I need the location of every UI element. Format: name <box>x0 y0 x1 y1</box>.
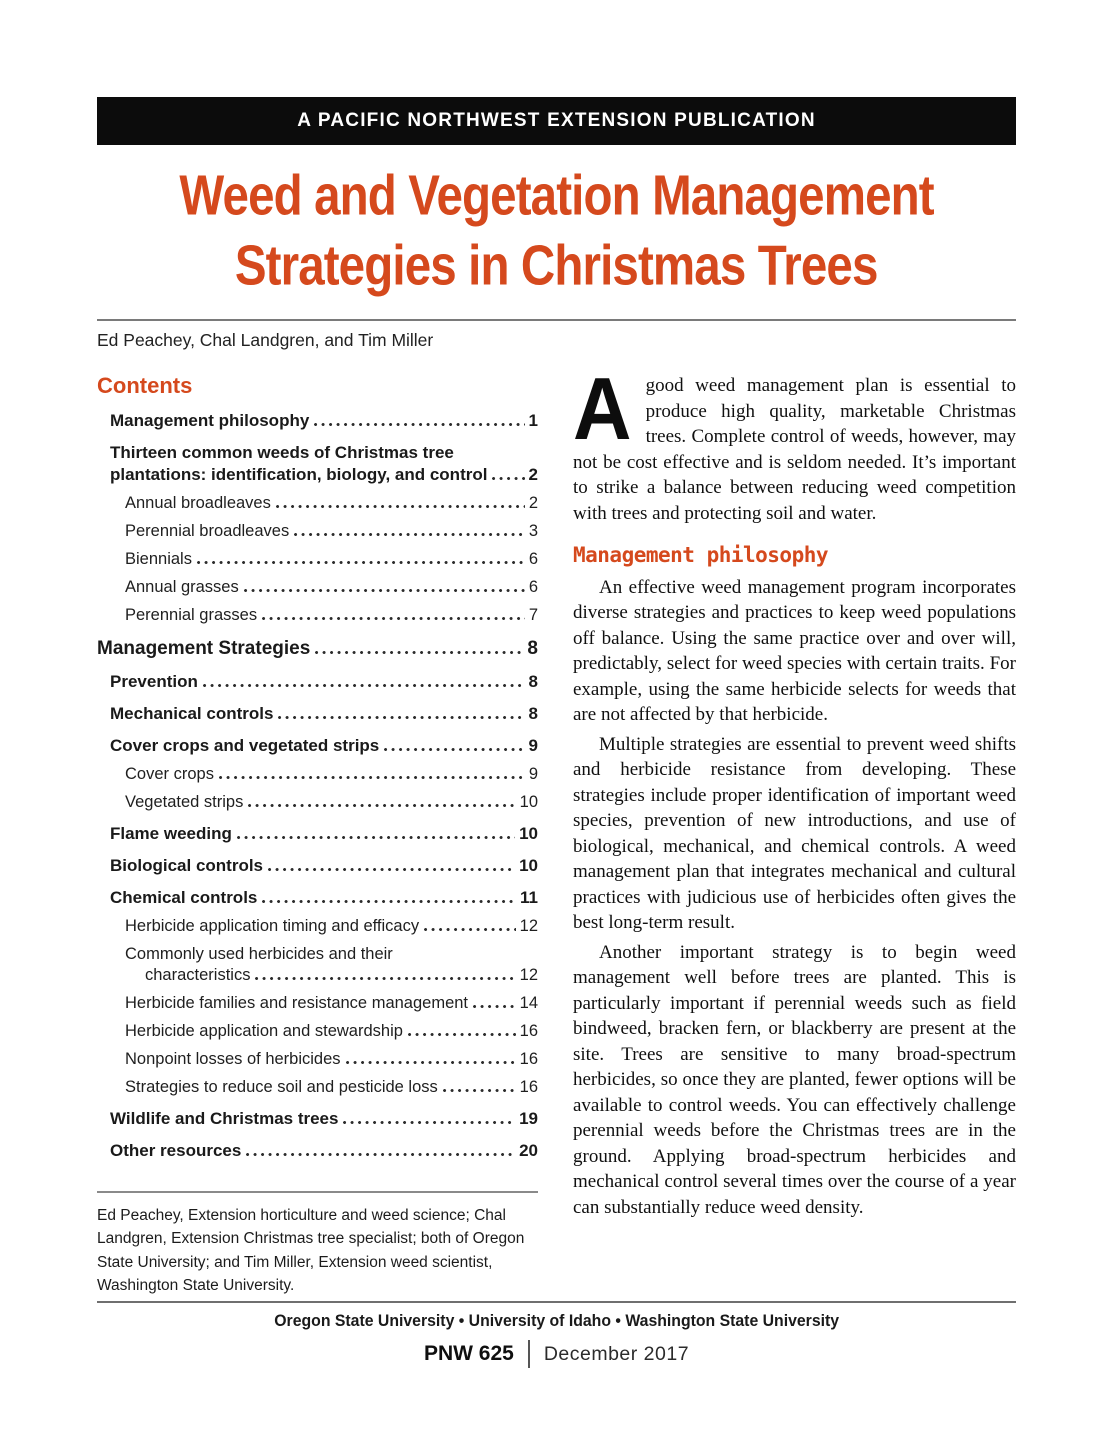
toc-entry <box>97 638 538 660</box>
dot-leader <box>315 649 523 654</box>
dot-leader <box>492 475 524 480</box>
toc-entry-label: Wildlife and Christmas trees <box>110 1109 339 1128</box>
toc-entry-label: Vegetated strips <box>125 793 244 811</box>
toc-entry <box>97 888 538 908</box>
toc-entry-page: 19 <box>519 1109 538 1128</box>
toc-entry-page: 11 <box>520 888 538 907</box>
toc-entry-page: 9 <box>528 765 538 783</box>
page-title-line-2: Strategies in Christmas Trees <box>235 234 878 298</box>
dot-leader <box>246 1151 515 1156</box>
toc-entry <box>97 1141 538 1161</box>
toc-entry-label: Herbicide families and resistance management <box>125 994 469 1012</box>
intro-text: good weed management plan is essential to produce high quality, marketable Christmas trees. Complete control of weeds, however, may not be cost effective and is seldom needed. It’s important to strike a balance between reducing weed competition with trees and protecting soil and water. <box>573 375 1016 524</box>
dot-leader <box>278 714 524 719</box>
publication-date: December 2017 <box>543 1342 690 1365</box>
body-paragraph: Another important strategy is to begin weed management well before trees are planted. This is particularly important if perennial weeds such as field bindweed, bracken fern, or blackberry are present at the site. Trees are sensitive to many broad-spectrum herbicides, so once they are planted, fewer options will be available to control weeds. You can effectively challenge perennial weeds before the Christmas trees are in the ground. Applying broad-spectrum herbicides and mechanical control several times over the course of a year can substantially reduce weed density. <box>573 941 1016 1218</box>
toc-entry <box>97 494 538 513</box>
toc-entry <box>97 824 538 844</box>
toc-entry <box>97 1109 538 1129</box>
body-paragraph: Multiple strategies are essential to prevent weed shifts and herbicide resistance from developing. These strategies include proper identification of important weed species, prevention of new introductions, and use of biological, mechanical, and chemical controls. A weed management plan that integrates mechanical and cultural practices with judicious use of herbicides often gives the best long-term result. <box>573 733 1016 933</box>
toc-entry-page: 10 <box>519 824 538 843</box>
footer-divider <box>97 1301 1016 1303</box>
toc-entry-label: Cover crops and vegetated strips <box>110 736 380 755</box>
dot-leader <box>473 1003 516 1008</box>
dot-leader <box>255 975 515 980</box>
dot-leader <box>262 615 525 620</box>
contents-column <box>97 373 538 1297</box>
toc-entry-label: Biennials <box>125 550 192 568</box>
toc-entry-label: Perennial grasses <box>125 606 258 624</box>
toc-entry <box>97 443 538 485</box>
dot-leader <box>343 1119 515 1124</box>
toc-entry-label: Management philosophy <box>110 411 310 430</box>
toc-entry-page: 8 <box>528 704 538 723</box>
author-bio: Ed Peachey, Extension horticulture and weed science; Chal Landgren, Extension Christmas tree specialist; both of Oregon State University; and Tim Miller, Extension weed scientist, Washington State University. <box>97 1207 525 1294</box>
body-paragraph: An effective weed management program incorporates diverse strategies and practices to keep weed populations off balance. Using the same practice over and over will, predictably, select for weed species with certain traits. For example, using the same herbicide selects for weeds that are not affected by that herbicide. <box>573 576 1016 725</box>
toc-entry-label: Management Strategies <box>97 638 311 659</box>
dot-leader <box>197 559 525 564</box>
dot-leader <box>443 1087 516 1092</box>
toc-entry-label-2: characteristics <box>145 966 251 984</box>
dot-leader <box>276 503 525 508</box>
page-footer <box>97 1301 1016 1368</box>
toc-entry <box>97 522 538 541</box>
bio-divider <box>97 1191 538 1193</box>
toc-entry <box>97 736 538 756</box>
dot-leader <box>314 421 524 426</box>
toc-entry <box>97 411 538 431</box>
toc-entry-label: Strategies to reduce soil and pesticide loss <box>125 1078 438 1096</box>
footer-publication-line <box>97 1340 1016 1368</box>
dot-leader <box>248 802 515 807</box>
page-title-line-1: Weed and Vegetation Management <box>179 164 934 228</box>
footer-universities <box>97 1311 1016 1331</box>
toc-entry-label: Thirteen common weeds of Christmas tree <box>110 443 454 462</box>
intro-paragraph <box>573 359 1016 526</box>
authors-line: Ed Peachey, Chal Landgren, and Tim Miller <box>97 330 434 350</box>
toc-entry <box>97 1022 538 1041</box>
dot-leader <box>262 898 516 903</box>
content-columns <box>97 359 1016 1297</box>
toc-entry-page: 6 <box>528 578 538 596</box>
toc-entry-page: 14 <box>519 994 538 1012</box>
dot-leader <box>237 834 515 839</box>
toc-entry <box>97 1050 538 1069</box>
dot-leader <box>424 926 516 931</box>
toc-entry <box>97 1078 538 1097</box>
drop-cap: A <box>573 359 632 458</box>
toc-entry-label: Annual broadleaves <box>125 494 271 512</box>
section-heading: Management philosophy <box>573 543 829 567</box>
toc-entry-label-2: plantations: identification, biology, and control <box>110 465 488 484</box>
toc-entry <box>97 672 538 692</box>
publication-number: PNW 625 <box>423 1342 514 1365</box>
toc-entry <box>97 856 538 876</box>
footer-universities-text: Oregon State University • University of Idaho • Washington State University <box>274 1311 839 1330</box>
toc-entry <box>97 945 538 985</box>
toc-entry <box>97 917 538 936</box>
toc-entry-label: Cover crops <box>125 765 214 783</box>
page-title <box>97 161 1016 301</box>
banner-text: A PACIFIC NORTHWEST EXTENSION PUBLICATION <box>297 110 816 131</box>
dot-leader <box>384 746 524 751</box>
article-column <box>573 359 1016 1297</box>
toc-entry-page: 12 <box>519 917 538 935</box>
toc-entry <box>97 793 538 812</box>
dot-leader <box>203 682 525 687</box>
toc-entry-page: 3 <box>528 522 538 540</box>
toc-entry <box>97 550 538 569</box>
toc-entry-label: Nonpoint losses of herbicides <box>125 1050 341 1068</box>
toc-entry-page: 2 <box>528 465 538 484</box>
toc-entry-label: Commonly used herbicides and their <box>125 945 393 963</box>
toc-entry <box>97 578 538 597</box>
toc-entry-page: 7 <box>528 606 538 624</box>
dot-leader <box>346 1059 516 1064</box>
toc-entry-page: 16 <box>519 1078 538 1096</box>
toc-entry-label: Chemical controls <box>110 888 258 907</box>
toc-entry <box>97 765 538 784</box>
toc-entry <box>97 994 538 1013</box>
dot-leader <box>268 866 515 871</box>
toc-entry-label: Prevention <box>110 672 198 691</box>
toc-entry-page: 20 <box>519 1141 538 1160</box>
toc-entry-page: 10 <box>519 793 538 811</box>
dot-leader <box>244 587 525 592</box>
toc-entry-label: Herbicide application timing and efficacy <box>125 917 420 935</box>
toc-entry-label: Herbicide application and stewardship <box>125 1022 403 1040</box>
contents-heading: Contents <box>97 373 193 398</box>
publication-banner <box>97 97 1016 145</box>
toc-entry-label: Flame weeding <box>110 824 232 843</box>
toc-entry-page: 1 <box>528 411 538 430</box>
publication-divider-bar <box>528 1340 530 1368</box>
toc-entry-page: 2 <box>528 494 538 512</box>
toc-entry-label: Other resources <box>110 1141 242 1160</box>
dot-leader <box>408 1031 516 1036</box>
dot-leader <box>294 531 525 536</box>
toc-entry-page: 8 <box>528 672 538 691</box>
dot-leader <box>219 774 525 779</box>
toc-entry <box>97 704 538 724</box>
toc-entry-page: 16 <box>519 1050 538 1068</box>
toc-entry-page: 12 <box>519 966 538 984</box>
toc-entry-page: 16 <box>519 1022 538 1040</box>
toc-entry-label: Perennial broadleaves <box>125 522 290 540</box>
toc-entry-label: Biological controls <box>110 856 264 875</box>
toc-entry-page: 10 <box>519 856 538 875</box>
toc-entry-label: Annual grasses <box>125 578 239 596</box>
toc-entry <box>97 606 538 625</box>
title-divider <box>97 319 1016 321</box>
toc-entry-page: 9 <box>528 736 538 755</box>
toc-entry-label: Mechanical controls <box>110 704 274 723</box>
toc-entry-page: 8 <box>527 638 538 659</box>
toc-entry-page: 6 <box>528 550 538 568</box>
